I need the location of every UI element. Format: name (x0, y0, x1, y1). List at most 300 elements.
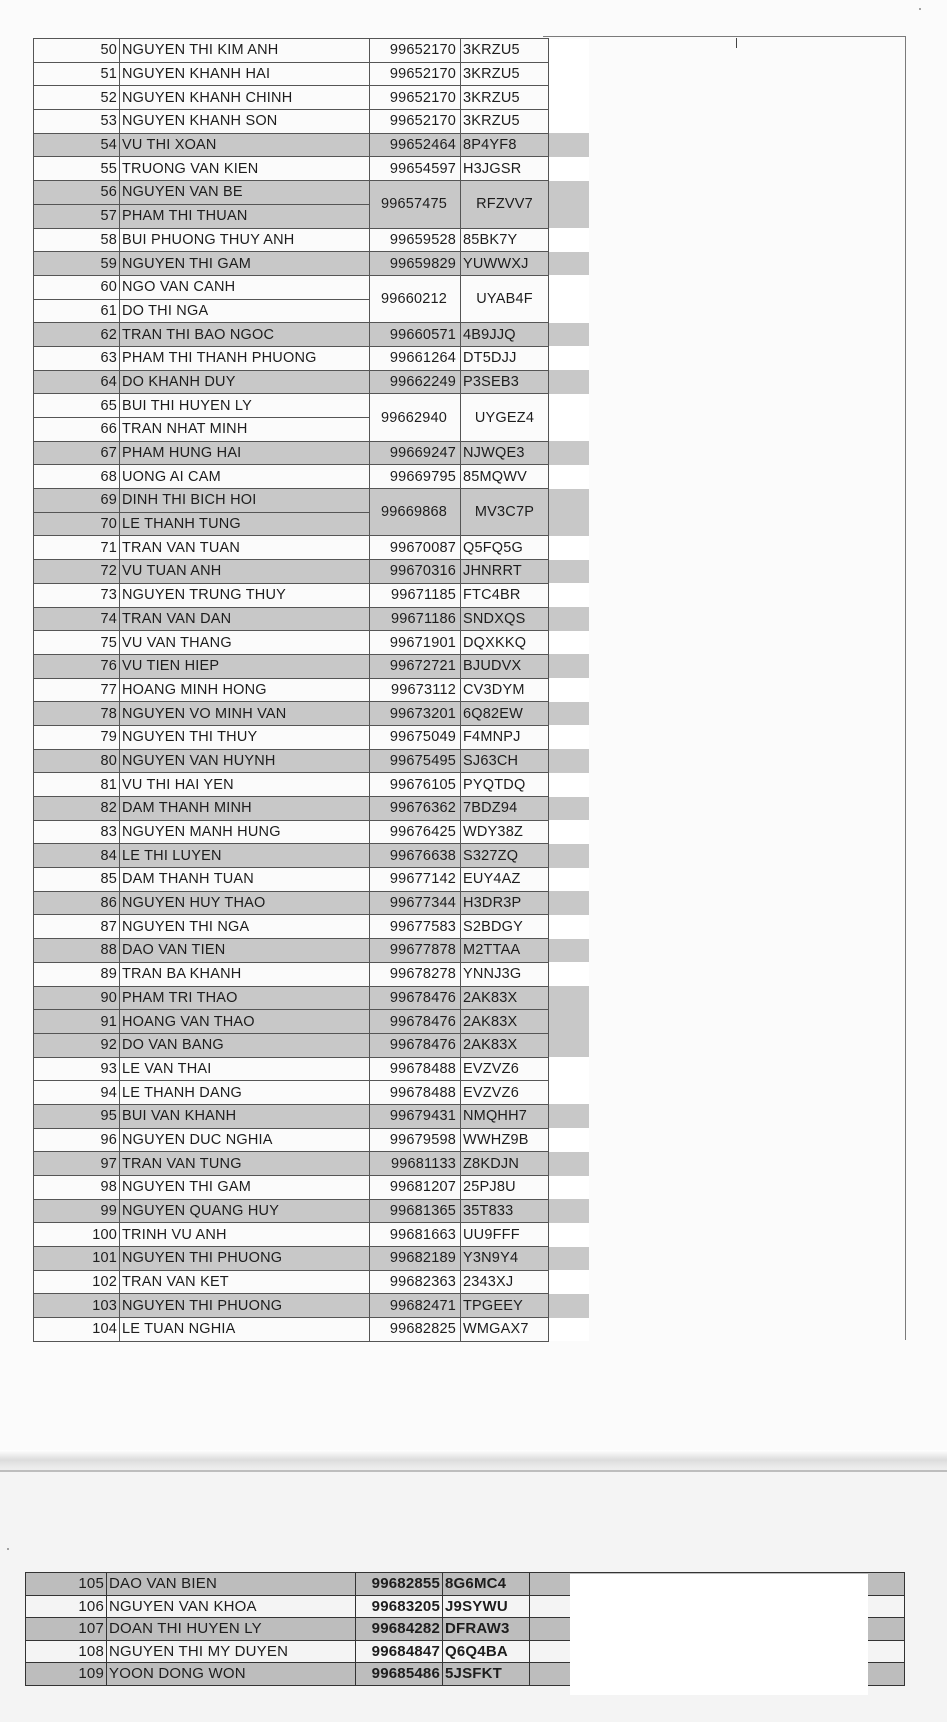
passenger-name: TRAN NHAT MINH (120, 418, 370, 442)
booking-id: 99676425 (370, 820, 461, 844)
row-number: 53 (34, 110, 120, 134)
booking-code: S2BDGY (461, 915, 549, 939)
passenger-name: NGUYEN THI GAM (120, 252, 370, 276)
passenger-name: TRAN VAN TUAN (120, 536, 370, 560)
booking-id: 99652464 (370, 133, 461, 157)
booking-id: 99682189 (370, 1247, 461, 1271)
blank-cell (549, 583, 590, 607)
row-number: 52 (34, 86, 120, 110)
row-number: 94 (34, 1081, 120, 1105)
blank-cell (549, 228, 590, 252)
table-row (34, 1057, 590, 1081)
booking-id: 99670087 (370, 536, 461, 560)
blank-cell (549, 678, 590, 702)
passenger-name: TRAN THI BAO NGOC (120, 323, 370, 347)
row-number: 100 (34, 1223, 120, 1247)
booking-id: 99677878 (370, 939, 461, 963)
row-number: 82 (34, 797, 120, 821)
row-number: 107 (26, 1618, 107, 1641)
booking-code: YUWWXJ (461, 252, 549, 276)
booking-id: 99670316 (370, 560, 461, 584)
row-number: 101 (34, 1247, 120, 1271)
booking-id: 99682471 (370, 1294, 461, 1318)
passenger-name: NGUYEN KHANH CHINH (120, 86, 370, 110)
row-number: 56 (34, 181, 120, 205)
row-number: 70 (34, 512, 120, 536)
passenger-name: NGUYEN MANH HUNG (120, 820, 370, 844)
booking-code: UYAB4F (461, 275, 549, 322)
booking-code: 3KRZU5 (461, 110, 549, 134)
table-row (34, 773, 590, 797)
row-number: 57 (34, 204, 120, 228)
row-number: 81 (34, 773, 120, 797)
row-number: 75 (34, 631, 120, 655)
booking-id: 99671186 (370, 607, 461, 631)
booking-code: EUY4AZ (461, 868, 549, 892)
outer-frame-top (543, 36, 906, 37)
table-row (34, 1199, 590, 1223)
row-number: 51 (34, 62, 120, 86)
blank-cell (549, 465, 590, 489)
table-row (34, 1247, 590, 1271)
table-row (34, 844, 590, 868)
table-row (34, 820, 590, 844)
booking-code: WDY38Z (461, 820, 549, 844)
booking-code: SJ63CH (461, 749, 549, 773)
table-row (34, 868, 590, 892)
booking-code: 2AK83X (461, 1010, 549, 1034)
row-number: 97 (34, 1152, 120, 1176)
booking-code: EVZVZ6 (461, 1081, 549, 1105)
redaction-box (570, 1574, 868, 1695)
booking-id: 99678488 (370, 1057, 461, 1081)
row-number: 60 (34, 275, 120, 299)
passenger-name: NGUYEN KHANH HAI (120, 62, 370, 86)
table-row (34, 891, 590, 915)
row-number: 83 (34, 820, 120, 844)
booking-id: 99676638 (370, 844, 461, 868)
booking-id: 99671185 (370, 583, 461, 607)
booking-code: 2343XJ (461, 1270, 549, 1294)
passenger-name: NGUYEN THI PHUONG (120, 1247, 370, 1271)
table-row (34, 489, 590, 513)
passenger-name: VU THI XOAN (120, 133, 370, 157)
table-row (34, 252, 590, 276)
passenger-name: NGUYEN THI KIM ANH (120, 39, 370, 63)
table-row (34, 394, 590, 418)
passenger-name: LE THANH TUNG (120, 512, 370, 536)
passenger-name: VU THI HAI YEN (120, 773, 370, 797)
booking-id: 99683205 (356, 1595, 443, 1618)
booking-code: NMQHH7 (461, 1104, 549, 1128)
booking-code: JHNRRT (461, 560, 549, 584)
blank-cell (549, 299, 590, 323)
row-number: 96 (34, 1128, 120, 1152)
blank-cell (549, 536, 590, 560)
blank-cell (549, 323, 590, 347)
row-number: 76 (34, 654, 120, 678)
row-number: 90 (34, 986, 120, 1010)
row-number: 71 (34, 536, 120, 560)
booking-id: 99652170 (370, 39, 461, 63)
row-number: 73 (34, 583, 120, 607)
booking-code: Z8KDJN (461, 1152, 549, 1176)
passenger-name: TRINH VU ANH (120, 1223, 370, 1247)
passenger-table-1 (33, 38, 589, 1342)
booking-code: FTC4BR (461, 583, 549, 607)
passenger-name: DO VAN BANG (120, 1033, 370, 1057)
row-number: 58 (34, 228, 120, 252)
booking-id: 99677142 (370, 868, 461, 892)
passenger-name: VU VAN THANG (120, 631, 370, 655)
table-row (34, 62, 590, 86)
passenger-name: UONG AI CAM (120, 465, 370, 489)
booking-code: 25PJ8U (461, 1176, 549, 1200)
blank-cell (549, 868, 590, 892)
blank-cell (549, 820, 590, 844)
booking-id: 99676362 (370, 797, 461, 821)
table-row (34, 1176, 590, 1200)
booking-id: 99675495 (370, 749, 461, 773)
booking-id: 99657475 (370, 181, 461, 228)
booking-code: WMGAX7 (461, 1318, 549, 1342)
booking-id: 99669795 (370, 465, 461, 489)
blank-cell (549, 204, 590, 228)
row-number: 77 (34, 678, 120, 702)
booking-id: 99652170 (370, 62, 461, 86)
booking-id: 99678488 (370, 1081, 461, 1105)
passenger-name: NGO VAN CANH (120, 275, 370, 299)
row-number: 59 (34, 252, 120, 276)
row-number: 86 (34, 891, 120, 915)
row-number: 104 (34, 1318, 120, 1342)
row-number: 74 (34, 607, 120, 631)
booking-id: 99684847 (356, 1640, 443, 1663)
blank-cell (549, 1104, 590, 1128)
blank-cell (549, 252, 590, 276)
row-number: 72 (34, 560, 120, 584)
blank-cell (549, 962, 590, 986)
table-row (34, 228, 590, 252)
blank-cell (549, 86, 590, 110)
row-number: 103 (34, 1294, 120, 1318)
table-row (34, 1294, 590, 1318)
booking-code: NJWQE3 (461, 441, 549, 465)
passenger-name: TRAN VAN TUNG (120, 1152, 370, 1176)
row-number: 84 (34, 844, 120, 868)
table-row (34, 1010, 590, 1034)
table-row (34, 133, 590, 157)
booking-code: PYQTDQ (461, 773, 549, 797)
table-row (34, 915, 590, 939)
booking-id: 99681133 (370, 1152, 461, 1176)
booking-code: P3SEB3 (461, 370, 549, 394)
table-row (34, 560, 590, 584)
booking-code: CV3DYM (461, 678, 549, 702)
passenger-name: NGUYEN QUANG HUY (120, 1199, 370, 1223)
booking-code: 7BDZ94 (461, 797, 549, 821)
passenger-name: TRAN BA KHANH (120, 962, 370, 986)
blank-cell (549, 725, 590, 749)
passenger-name: NGUYEN VAN KHOA (107, 1595, 356, 1618)
booking-id: 99678278 (370, 962, 461, 986)
blank-cell (549, 1081, 590, 1105)
blank-cell (549, 489, 590, 513)
table-row (34, 1081, 590, 1105)
table-row (34, 1223, 590, 1247)
booking-code: 85BK7Y (461, 228, 549, 252)
booking-code: H3DR3P (461, 891, 549, 915)
booking-id: 99671901 (370, 631, 461, 655)
table-row (34, 465, 590, 489)
table-row (34, 702, 590, 726)
passenger-name: BUI PHUONG THUY ANH (120, 228, 370, 252)
blank-cell (549, 1223, 590, 1247)
passenger-name: PHAM TRI THAO (120, 986, 370, 1010)
row-number: 92 (34, 1033, 120, 1057)
table-row (34, 181, 590, 205)
row-number: 78 (34, 702, 120, 726)
row-number: 68 (34, 465, 120, 489)
passenger-name: YOON DONG WON (107, 1663, 356, 1686)
booking-code: Q5FQ5G (461, 536, 549, 560)
passenger-name: NGUYEN VO MINH VAN (120, 702, 370, 726)
booking-id: 99659528 (370, 228, 461, 252)
booking-id: 99662940 (370, 394, 461, 441)
blank-cell (549, 939, 590, 963)
row-number: 62 (34, 323, 120, 347)
booking-code: 4B9JJQ (461, 323, 549, 347)
blank-cell (549, 1294, 590, 1318)
passenger-name: NGUYEN THI THUY (120, 725, 370, 749)
booking-code: UU9FFF (461, 1223, 549, 1247)
row-number: 89 (34, 962, 120, 986)
passenger-name: DAO VAN BIEN (107, 1573, 356, 1596)
passenger-name: NGUYEN THI MY DUYEN (107, 1640, 356, 1663)
booking-code: SNDXQS (461, 607, 549, 631)
booking-id: 99681663 (370, 1223, 461, 1247)
booking-id: 99652170 (370, 86, 461, 110)
blank-cell (549, 418, 590, 442)
blank-cell (549, 654, 590, 678)
booking-id: 99677583 (370, 915, 461, 939)
blank-cell (549, 1270, 590, 1294)
table-row (34, 654, 590, 678)
booking-id: 99681365 (370, 1199, 461, 1223)
frame-tick (736, 38, 737, 48)
row-number: 80 (34, 749, 120, 773)
passenger-name: DOAN THI HUYEN LY (107, 1618, 356, 1641)
table-row (34, 583, 590, 607)
blank-cell (549, 1176, 590, 1200)
booking-id: 99675049 (370, 725, 461, 749)
table-row (34, 986, 590, 1010)
booking-id: 99661264 (370, 346, 461, 370)
blank-cell (549, 346, 590, 370)
passenger-name: DO KHANH DUY (120, 370, 370, 394)
outer-frame-right (905, 36, 906, 1340)
blank-cell (549, 62, 590, 86)
booking-code: YNNJ3G (461, 962, 549, 986)
table-row (34, 1128, 590, 1152)
table-row (34, 962, 590, 986)
passenger-name: LE TUAN NGHIA (120, 1318, 370, 1342)
table-row (34, 370, 590, 394)
blank-cell (549, 915, 590, 939)
passenger-name: NGUYEN VAN HUYNH (120, 749, 370, 773)
booking-code: MV3C7P (461, 489, 549, 536)
booking-code: Q6Q4BA (443, 1640, 530, 1663)
booking-code: M2TTAA (461, 939, 549, 963)
passenger-name: LE THI LUYEN (120, 844, 370, 868)
blank-cell (549, 773, 590, 797)
booking-id: 99681207 (370, 1176, 461, 1200)
blank-cell (549, 394, 590, 418)
booking-id: 99659829 (370, 252, 461, 276)
booking-code: 8G6MC4 (443, 1573, 530, 1596)
booking-code: 8P4YF8 (461, 133, 549, 157)
page-edge-line (0, 1470, 947, 1472)
row-number: 65 (34, 394, 120, 418)
row-number: 61 (34, 299, 120, 323)
row-number: 67 (34, 441, 120, 465)
booking-id: 99660571 (370, 323, 461, 347)
blank-cell (549, 181, 590, 205)
booking-code: EVZVZ6 (461, 1057, 549, 1081)
page-separator (0, 1450, 947, 1472)
row-number: 105 (26, 1573, 107, 1596)
table-row (34, 749, 590, 773)
blank-cell (549, 702, 590, 726)
passenger-name: DINH THI BICH HOI (120, 489, 370, 513)
blank-cell (549, 1057, 590, 1081)
table-row (34, 1318, 590, 1342)
row-number: 108 (26, 1640, 107, 1663)
passenger-name: TRAN VAN KET (120, 1270, 370, 1294)
passenger-name: NGUYEN KHANH SON (120, 110, 370, 134)
blank-cell (549, 986, 590, 1010)
blank-cell (549, 133, 590, 157)
booking-id: 99673112 (370, 678, 461, 702)
row-number: 50 (34, 39, 120, 63)
booking-id: 99682825 (370, 1318, 461, 1342)
table-row (34, 1104, 590, 1128)
booking-id: 99677344 (370, 891, 461, 915)
passenger-name: NGUYEN THI GAM (120, 1176, 370, 1200)
booking-code: UYGEZ4 (461, 394, 549, 441)
passenger-name: DAO VAN TIEN (120, 939, 370, 963)
booking-code: Y3N9Y4 (461, 1247, 549, 1271)
booking-id: 99660212 (370, 275, 461, 322)
passenger-name: VU TIEN HIEP (120, 654, 370, 678)
table-row (34, 1152, 590, 1176)
blank-cell (549, 1010, 590, 1034)
blank-cell (549, 370, 590, 394)
booking-id: 99652170 (370, 110, 461, 134)
booking-code: F4MNPJ (461, 725, 549, 749)
booking-code: BJUDVX (461, 654, 549, 678)
table-row (34, 678, 590, 702)
blank-cell (549, 749, 590, 773)
table-row (34, 441, 590, 465)
blank-cell (549, 560, 590, 584)
row-number: 93 (34, 1057, 120, 1081)
booking-code: 3KRZU5 (461, 39, 549, 63)
table-row (34, 157, 590, 181)
passenger-name: TRUONG VAN KIEN (120, 157, 370, 181)
table-row (34, 1270, 590, 1294)
passenger-name: HOANG MINH HONG (120, 678, 370, 702)
blank-cell (549, 1247, 590, 1271)
passenger-name: TRAN VAN DAN (120, 607, 370, 631)
passenger-name: PHAM THI THANH PHUONG (120, 346, 370, 370)
blank-cell (549, 1152, 590, 1176)
booking-id: 99679431 (370, 1104, 461, 1128)
blank-cell (549, 631, 590, 655)
table-row (34, 86, 590, 110)
blank-cell (549, 39, 590, 63)
row-number: 55 (34, 157, 120, 181)
blank-cell (549, 607, 590, 631)
passenger-name: LE THANH DANG (120, 1081, 370, 1105)
row-number: 109 (26, 1663, 107, 1686)
booking-id: 99654597 (370, 157, 461, 181)
table-row (34, 939, 590, 963)
booking-id: 99682363 (370, 1270, 461, 1294)
row-number: 106 (26, 1595, 107, 1618)
table-row (34, 346, 590, 370)
passenger-name: HOANG VAN THAO (120, 1010, 370, 1034)
table-row (34, 39, 590, 63)
booking-code: RFZVV7 (461, 181, 549, 228)
row-number: 99 (34, 1199, 120, 1223)
row-number: 88 (34, 939, 120, 963)
passenger-name: DAM THANH MINH (120, 797, 370, 821)
table-row (34, 536, 590, 560)
scan-speck (919, 8, 921, 10)
passenger-name: BUI THI HUYEN LY (120, 394, 370, 418)
row-number: 66 (34, 418, 120, 442)
row-number: 64 (34, 370, 120, 394)
blank-cell (549, 110, 590, 134)
booking-id: 99669247 (370, 441, 461, 465)
passenger-name: NGUYEN HUY THAO (120, 891, 370, 915)
booking-id: 99678476 (370, 986, 461, 1010)
booking-id: 99678476 (370, 1033, 461, 1057)
booking-code: 2AK83X (461, 1033, 549, 1057)
blank-cell (549, 1033, 590, 1057)
booking-id: 99678476 (370, 1010, 461, 1034)
booking-id: 99685486 (356, 1663, 443, 1686)
passenger-name: PHAM THI THUAN (120, 204, 370, 228)
booking-id: 99676105 (370, 773, 461, 797)
passenger-name: NGUYEN TRUNG THUY (120, 583, 370, 607)
row-number: 54 (34, 133, 120, 157)
booking-code: 85MQWV (461, 465, 549, 489)
row-number: 63 (34, 346, 120, 370)
booking-code: WWHZ9B (461, 1128, 549, 1152)
booking-id: 99684282 (356, 1618, 443, 1641)
booking-code: DFRAW3 (443, 1618, 530, 1641)
table-row (34, 323, 590, 347)
booking-code: 3KRZU5 (461, 86, 549, 110)
booking-code: H3JGSR (461, 157, 549, 181)
booking-code: 2AK83X (461, 986, 549, 1010)
row-number: 102 (34, 1270, 120, 1294)
blank-cell (549, 1199, 590, 1223)
passenger-name: NGUYEN DUC NGHIA (120, 1128, 370, 1152)
row-number: 69 (34, 489, 120, 513)
